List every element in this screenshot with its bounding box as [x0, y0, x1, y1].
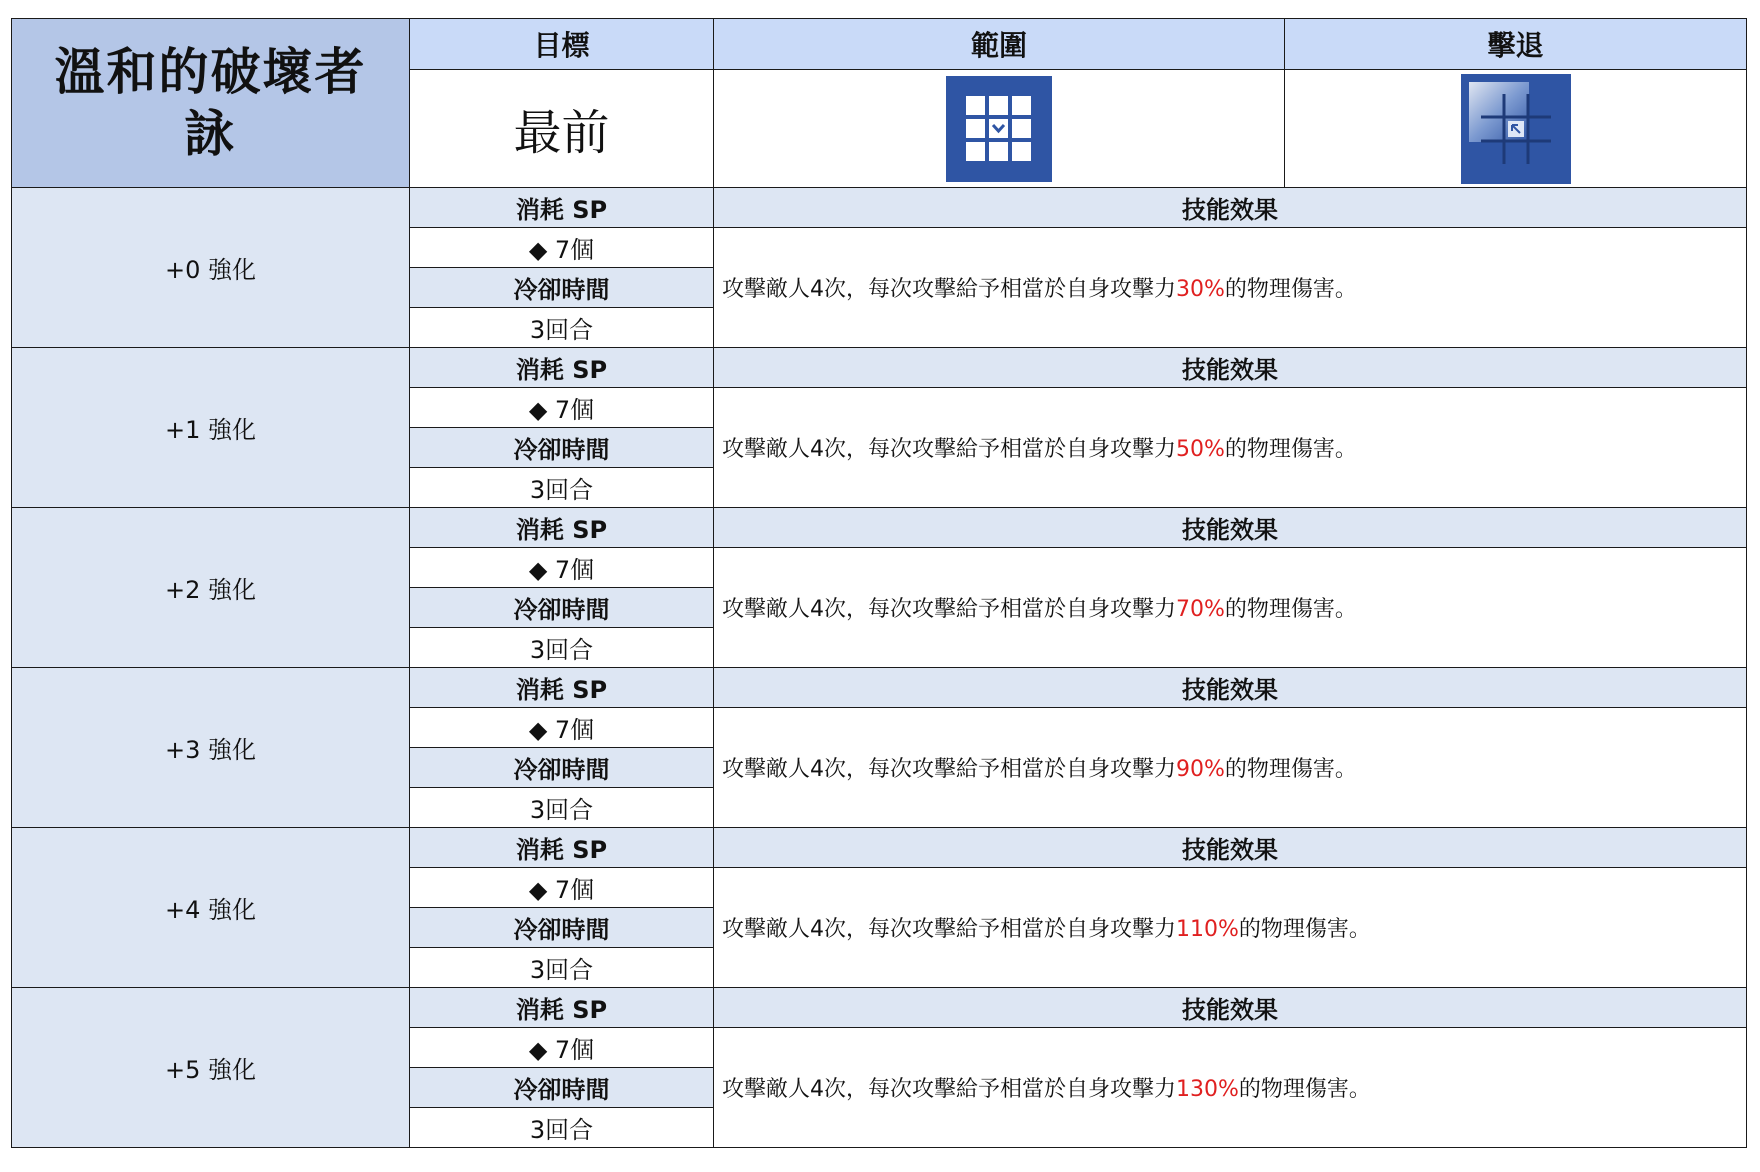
sp-cost-label: 消耗 SP	[410, 988, 714, 1028]
range-header: 範圍	[714, 19, 1285, 70]
sp-cost-label: 消耗 SP	[410, 188, 714, 228]
effect-percent: 90%	[1176, 757, 1225, 782]
sp-cost-label: 消耗 SP	[410, 508, 714, 548]
effect-text-pre: 攻擊敵人4次，每次攻擊給予相當於自身攻擊力	[722, 277, 1176, 302]
effect-text	[714, 708, 1747, 828]
sp-cost-value: ◆ 7個	[410, 868, 714, 908]
effect-label: 技能效果	[714, 188, 1747, 228]
target-value: 最前	[410, 70, 714, 188]
sp-cost-label: 消耗 SP	[410, 668, 714, 708]
skill-table	[11, 18, 1747, 1148]
effect-text-pre: 攻擊敵人4次，每次攻擊給予相當於自身攻擊力	[722, 757, 1176, 782]
effect-text	[714, 388, 1747, 508]
effect-text-pre: 攻擊敵人4次，每次攻擊給予相當於自身攻擊力	[722, 917, 1176, 942]
knockback-grid-icon	[1461, 74, 1571, 184]
cooldown-value: 3回合	[410, 628, 714, 668]
cooldown-value: 3回合	[410, 788, 714, 828]
sp-cost-value: ◆ 7個	[410, 1028, 714, 1068]
cooldown-value: 3回合	[410, 308, 714, 348]
cooldown-label: 冷卻時間	[410, 588, 714, 628]
level-label: +5 強化	[12, 988, 410, 1148]
sp-cost-label: 消耗 SP	[410, 348, 714, 388]
effect-text	[714, 868, 1747, 988]
cooldown-label: 冷卻時間	[410, 908, 714, 948]
effect-text-post: 的物理傷害。	[1224, 437, 1357, 462]
effect-text-pre: 攻擊敵人4次，每次攻擊給予相當於自身攻擊力	[722, 437, 1176, 462]
level-label: +1 強化	[12, 348, 410, 508]
effect-label: 技能效果	[714, 828, 1747, 868]
effect-percent: 110%	[1176, 917, 1239, 942]
cooldown-label: 冷卻時間	[410, 1068, 714, 1108]
effect-label: 技能效果	[714, 668, 1747, 708]
skill-name: 溫和的破壞者 詠	[12, 19, 410, 188]
effect-label: 技能效果	[714, 988, 1747, 1028]
cooldown-value: 3回合	[410, 948, 714, 988]
cooldown-value: 3回合	[410, 1108, 714, 1148]
level-label: +4 強化	[12, 828, 410, 988]
level-label: +2 強化	[12, 508, 410, 668]
level-label: +3 強化	[12, 668, 410, 828]
effect-text-pre: 攻擊敵人4次，每次攻擊給予相當於自身攻擊力	[722, 1077, 1176, 1102]
range-cell	[714, 70, 1285, 188]
cooldown-label: 冷卻時間	[410, 268, 714, 308]
effect-text	[714, 1028, 1747, 1148]
level-label: +0 強化	[12, 188, 410, 348]
range-grid-icon	[946, 76, 1052, 182]
effect-text-post: 的物理傷害。	[1238, 917, 1371, 942]
target-header: 目標	[410, 19, 714, 70]
sp-cost-value: ◆ 7個	[410, 708, 714, 748]
effect-text-post: 的物理傷害。	[1224, 277, 1357, 302]
sp-cost-value: ◆ 7個	[410, 228, 714, 268]
effect-text-post: 的物理傷害。	[1224, 757, 1357, 782]
effect-percent: 30%	[1176, 277, 1225, 302]
effect-text	[714, 548, 1747, 668]
effect-percent: 130%	[1176, 1077, 1239, 1102]
sp-cost-value: ◆ 7個	[410, 548, 714, 588]
knockback-cell	[1285, 70, 1747, 188]
effect-text-post: 的物理傷害。	[1238, 1077, 1371, 1102]
effect-percent: 50%	[1176, 437, 1225, 462]
effect-label: 技能效果	[714, 348, 1747, 388]
effect-text-pre: 攻擊敵人4次，每次攻擊給予相當於自身攻擊力	[722, 597, 1176, 622]
effect-percent: 70%	[1176, 597, 1225, 622]
cooldown-label: 冷卻時間	[410, 428, 714, 468]
sp-cost-value: ◆ 7個	[410, 388, 714, 428]
knockback-header: 擊退	[1285, 19, 1747, 70]
effect-text	[714, 228, 1747, 348]
effect-text-post: 的物理傷害。	[1224, 597, 1357, 622]
cooldown-label: 冷卻時間	[410, 748, 714, 788]
cooldown-value: 3回合	[410, 468, 714, 508]
effect-label: 技能效果	[714, 508, 1747, 548]
sp-cost-label: 消耗 SP	[410, 828, 714, 868]
